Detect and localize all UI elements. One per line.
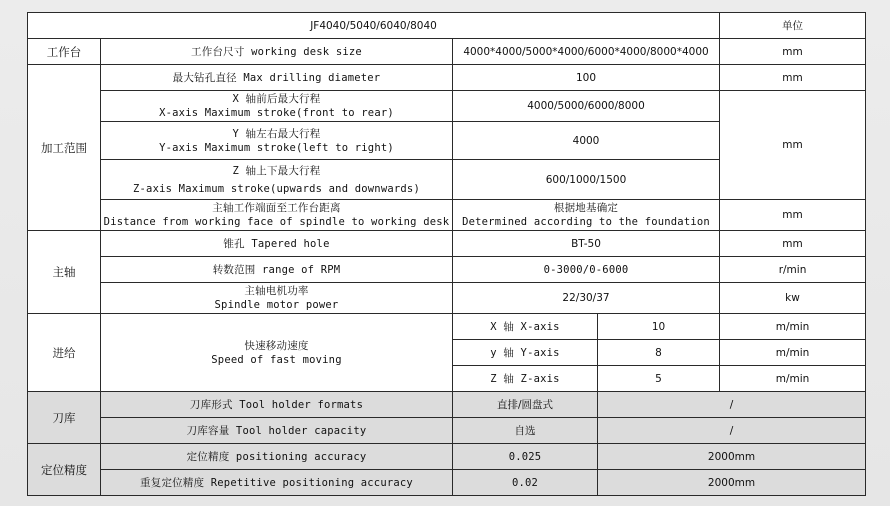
- y-stroke-label: [101, 122, 453, 160]
- table-row: [28, 418, 866, 444]
- feed-label-en: Speed of fast moving: [211, 353, 342, 366]
- unit-header: 单位: [720, 13, 866, 39]
- toolmag-capacity-value: 自选: [453, 418, 598, 444]
- spindle-distance-label: [101, 200, 453, 231]
- max-drill-unit: mm: [720, 65, 866, 91]
- motor-label: [101, 283, 453, 314]
- table-row: [28, 231, 866, 257]
- z-stroke-label: [101, 160, 453, 200]
- z-stroke-label-en: Z-axis Maximum stroke(upwards and downwards): [133, 182, 420, 195]
- feed-label: [101, 314, 453, 392]
- y-stroke-value: 4000: [453, 122, 720, 160]
- toolmag-format-label: 刀库形式 Tool holder formats: [101, 392, 453, 418]
- spec-table: [27, 12, 866, 496]
- spindle-distance-value-en: Determined according to the foundation: [462, 216, 710, 228]
- z-stroke-value: 600/1000/1500: [453, 160, 720, 200]
- feed-value-x: 10: [598, 314, 720, 340]
- spindle-distance-label-en: Distance from working face of spindle to working desk: [103, 216, 450, 228]
- spindle-distance-value-cn: 根据地基确定: [553, 202, 619, 214]
- model-header: JF4040/5040/6040/8040: [28, 13, 720, 39]
- category-feed: 进给: [28, 314, 101, 392]
- worktable-size-value: 4000*4000/5000*4000/6000*4000/8000*4000: [453, 39, 720, 65]
- spindle-distance-label-cn: 主轴工作端面至工作台距离: [212, 202, 341, 214]
- table-row: [28, 392, 866, 418]
- toolmag-format-value: 直排/圆盘式: [453, 392, 598, 418]
- rpm-unit: r/min: [720, 257, 866, 283]
- motor-unit: kw: [720, 283, 866, 314]
- x-stroke-value: 4000/5000/6000/8000: [453, 91, 720, 122]
- category-worktable: 工作台: [28, 39, 101, 65]
- feed-unit-x: m/min: [720, 314, 866, 340]
- y-stroke-label-en: Y-axis Maximum stroke(left to right): [159, 141, 394, 154]
- feed-unit-y: m/min: [720, 340, 866, 366]
- positioning-value: 0.025: [453, 444, 598, 470]
- x-stroke-label-en: X-axis Maximum stroke(front to rear): [159, 107, 394, 119]
- z-stroke-label-cn: Z 轴上下最大行程: [232, 164, 321, 177]
- x-stroke-label-cn: X 轴前后最大行程: [232, 93, 321, 105]
- toolmag-format-extra: /: [598, 392, 866, 418]
- max-drill-value: 100: [453, 65, 720, 91]
- worktable-size-unit: mm: [720, 39, 866, 65]
- category-processing: 加工范围: [28, 65, 101, 231]
- table-row: [28, 314, 866, 340]
- table-row: [28, 39, 866, 65]
- taper-value: BT-50: [453, 231, 720, 257]
- y-stroke-label-cn: Y 轴左右最大行程: [232, 127, 321, 140]
- feed-value-y: 8: [598, 340, 720, 366]
- table-row: [28, 444, 866, 470]
- taper-unit: mm: [720, 231, 866, 257]
- feed-axis-y: y 轴 Y-axis: [453, 340, 598, 366]
- motor-label-en: Spindle motor power: [214, 299, 339, 311]
- rpm-value: 0-3000/0-6000: [453, 257, 720, 283]
- max-drill-label: 最大钻孔直径 Max drilling diameter: [101, 65, 453, 91]
- toolmag-capacity-label: 刀库容量 Tool holder capacity: [101, 418, 453, 444]
- category-toolmag: 刀库: [28, 392, 101, 444]
- positioning-label: 定位精度 positioning accuracy: [101, 444, 453, 470]
- repetitive-value: 0.02: [453, 470, 598, 496]
- x-stroke-label: [101, 91, 453, 122]
- worktable-size-label: 工作台尺寸 working desk size: [101, 39, 453, 65]
- header-row: [28, 13, 866, 39]
- table-row: [28, 257, 866, 283]
- repetitive-label: 重复定位精度 Repetitive positioning accuracy: [101, 470, 453, 496]
- spindle-distance-value: [453, 200, 720, 231]
- category-accuracy: 定位精度: [28, 444, 101, 496]
- repetitive-extra: 2000mm: [598, 470, 866, 496]
- spindle-distance-unit: mm: [720, 200, 866, 231]
- toolmag-capacity-extra: /: [598, 418, 866, 444]
- positioning-extra: 2000mm: [598, 444, 866, 470]
- category-spindle: 主轴: [28, 231, 101, 314]
- table-row: [28, 200, 866, 231]
- feed-value-z: 5: [598, 366, 720, 392]
- rpm-label: 转数范围 range of RPM: [101, 257, 453, 283]
- table-row: [28, 470, 866, 496]
- table-row: [28, 65, 866, 91]
- feed-label-cn: 快速移动速度: [244, 339, 309, 352]
- feed-axis-x: X 轴 X-axis: [453, 314, 598, 340]
- feed-unit-z: m/min: [720, 366, 866, 392]
- feed-axis-z: Z 轴 Z-axis: [453, 366, 598, 392]
- table-row: [28, 91, 866, 122]
- taper-label: 锥孔 Tapered hole: [101, 231, 453, 257]
- table-row: [28, 283, 866, 314]
- stroke-unit: mm: [720, 91, 866, 200]
- motor-label-cn: 主轴电机功率: [244, 285, 309, 297]
- motor-value: 22/30/37: [453, 283, 720, 314]
